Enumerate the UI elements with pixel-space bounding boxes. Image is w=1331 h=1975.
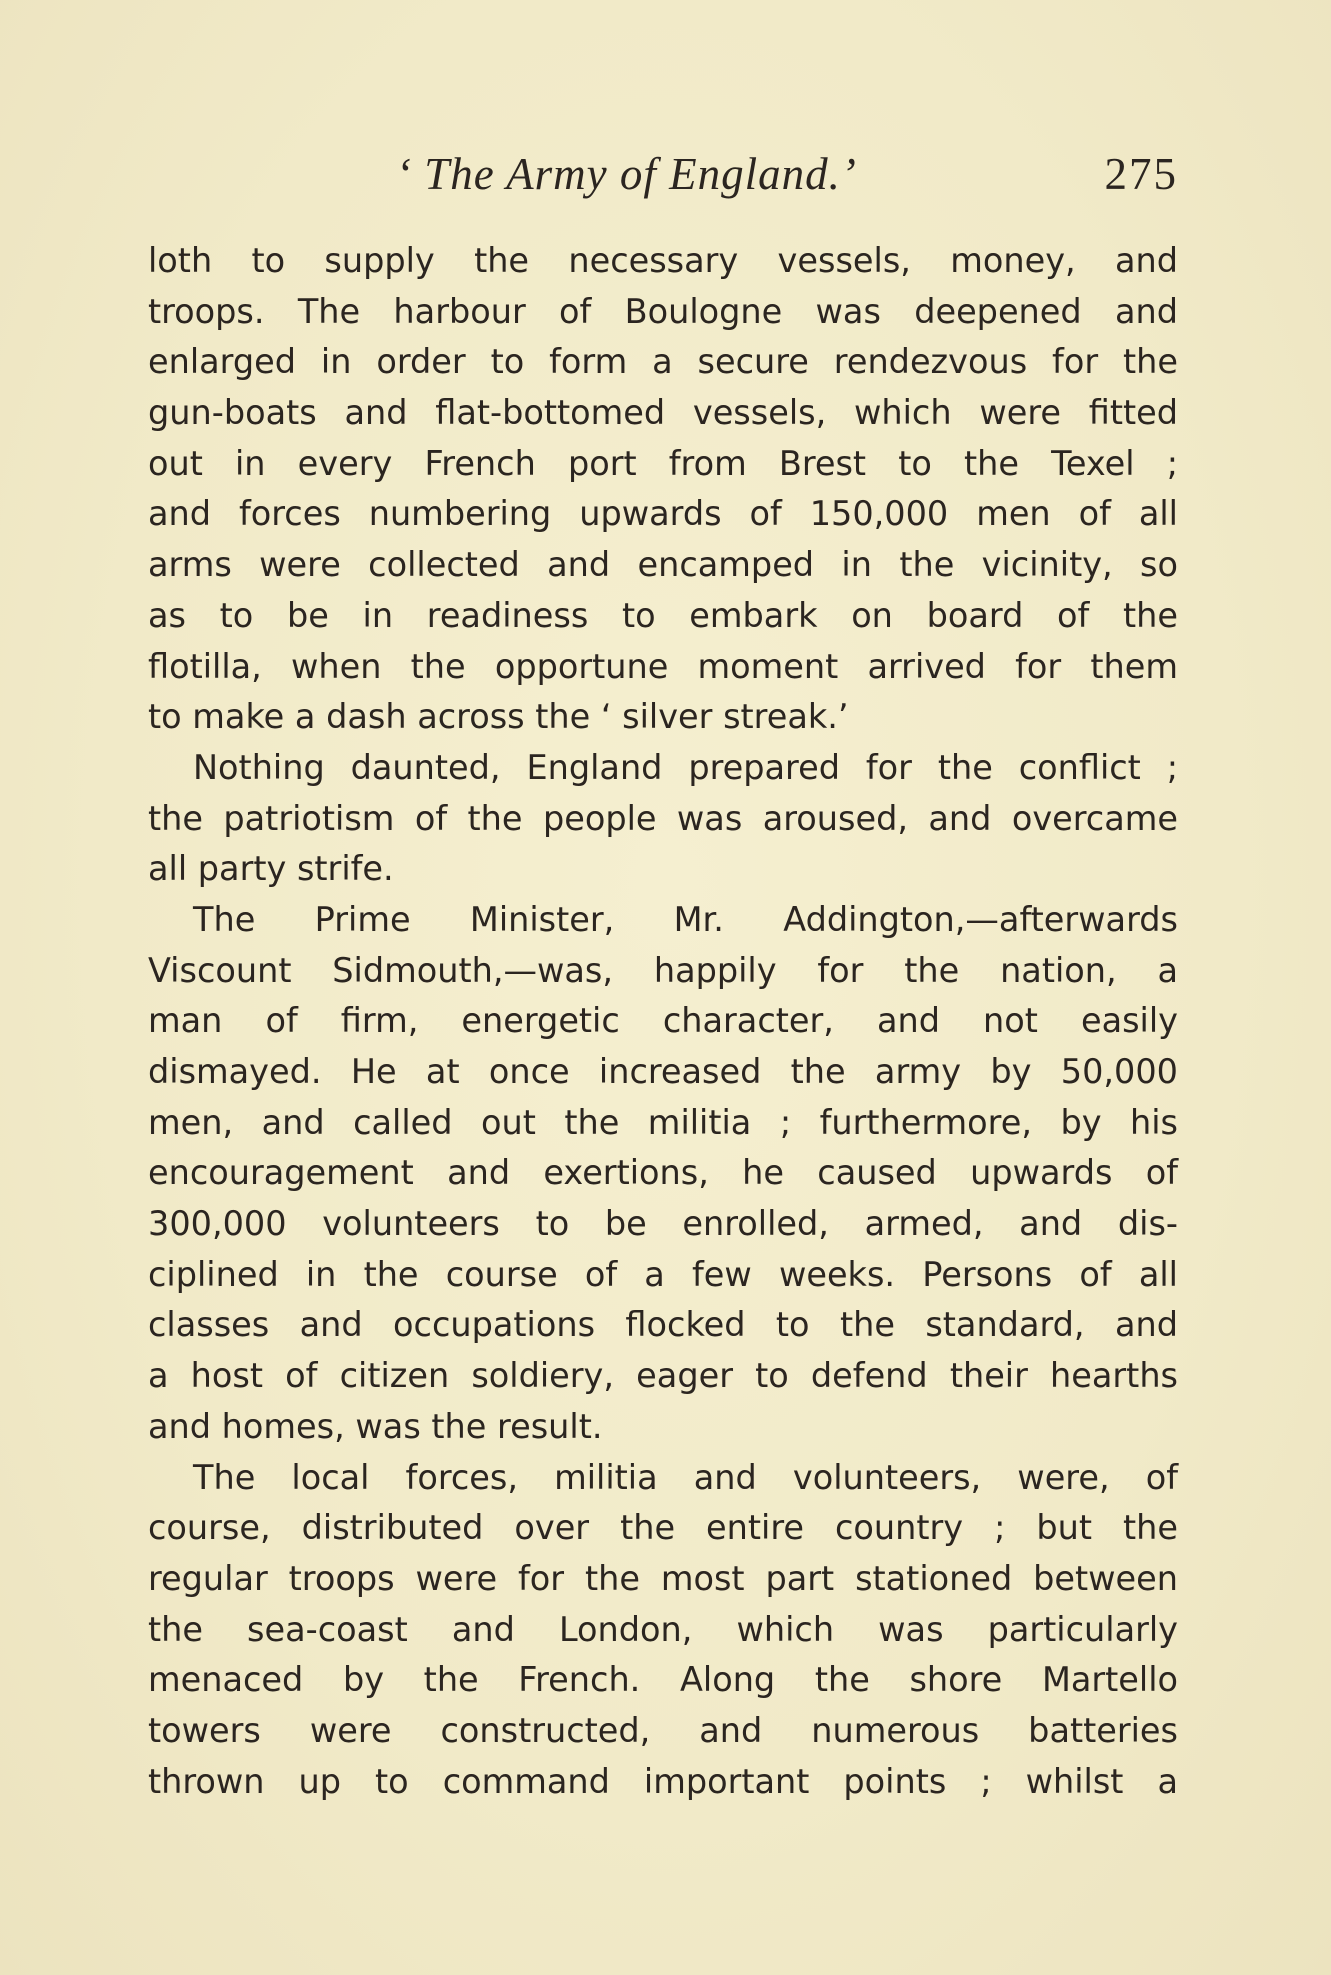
text-line: the patriotism of the people was aroused, and overcame	[148, 798, 1178, 838]
text-line: Nothing daunted, England prepared for the conflict ;	[193, 747, 1178, 787]
running-title: ‘ The Army of England.’	[396, 149, 857, 199]
text-line: encouragement and exertions, he caused upwards of	[148, 1153, 1178, 1193]
text-line: menaced by the French. Along the shore Martello	[148, 1660, 1178, 1700]
text-line: and forces numbering upwards of 150,000 men of all	[148, 494, 1178, 534]
text-line: ciplined in the course of a few weeks. Persons of all	[148, 1254, 1178, 1294]
text-line: classes and occupations flocked to the standard, and	[148, 1305, 1178, 1345]
text-line: 300,000 volunteers to be enrolled, armed, and dis-	[148, 1204, 1178, 1244]
text-line: and homes, was the result.	[148, 1406, 603, 1446]
running-head	[148, 148, 1178, 208]
text-line: loth to supply the necessary vessels, money, and	[148, 241, 1178, 280]
text-line: men, and called out the militia ; furthermore, by his	[148, 1102, 1178, 1142]
text-line: regular troops were for the most part stationed between	[148, 1558, 1178, 1598]
text-line: dismayed. He at once increased the army by 50,000	[148, 1052, 1178, 1091]
text-line: to make a dash across the ‘ silver streak.’	[148, 697, 849, 737]
text-line: The local forces, militia and volunteers, were, of	[193, 1457, 1178, 1497]
text-line: man of firm, energetic character, and not easily	[148, 1001, 1178, 1041]
page-number: 275	[1104, 149, 1178, 199]
text-line: thrown up to command important points ; whilst a	[148, 1761, 1178, 1801]
text-line: Viscount Sidmouth,—was, happily for the nation, a	[148, 950, 1178, 990]
text-line: The Prime Minister, Mr. Addington,—afterwards	[193, 899, 1178, 939]
text-line: all party strife.	[148, 849, 394, 889]
text-line: flotilla, when the opportune moment arrived for them	[148, 646, 1178, 686]
text-line: the sea-coast and London, which was particularly	[148, 1609, 1178, 1649]
text-line: troops. The harbour of Boulogne was deepened and	[148, 291, 1178, 331]
text-line: a host of citizen soldiery, eager to defend their hearths	[148, 1356, 1178, 1396]
text-line: course, distributed over the entire country ; but the	[148, 1508, 1178, 1548]
body-text	[148, 236, 1178, 1807]
text-line: enlarged in order to form a secure rendezvous for the	[148, 342, 1178, 382]
text-line: arms were collected and encamped in the vicinity, so	[148, 545, 1178, 585]
text-line: out in every French port from Brest to the Texel ;	[148, 443, 1178, 483]
text-line: gun-boats and flat-bottomed vessels, which were fitted	[148, 393, 1178, 433]
text-line: as to be in readiness to embark on board of the	[148, 595, 1178, 635]
text-line: towers were constructed, and numerous batteries	[148, 1710, 1178, 1750]
